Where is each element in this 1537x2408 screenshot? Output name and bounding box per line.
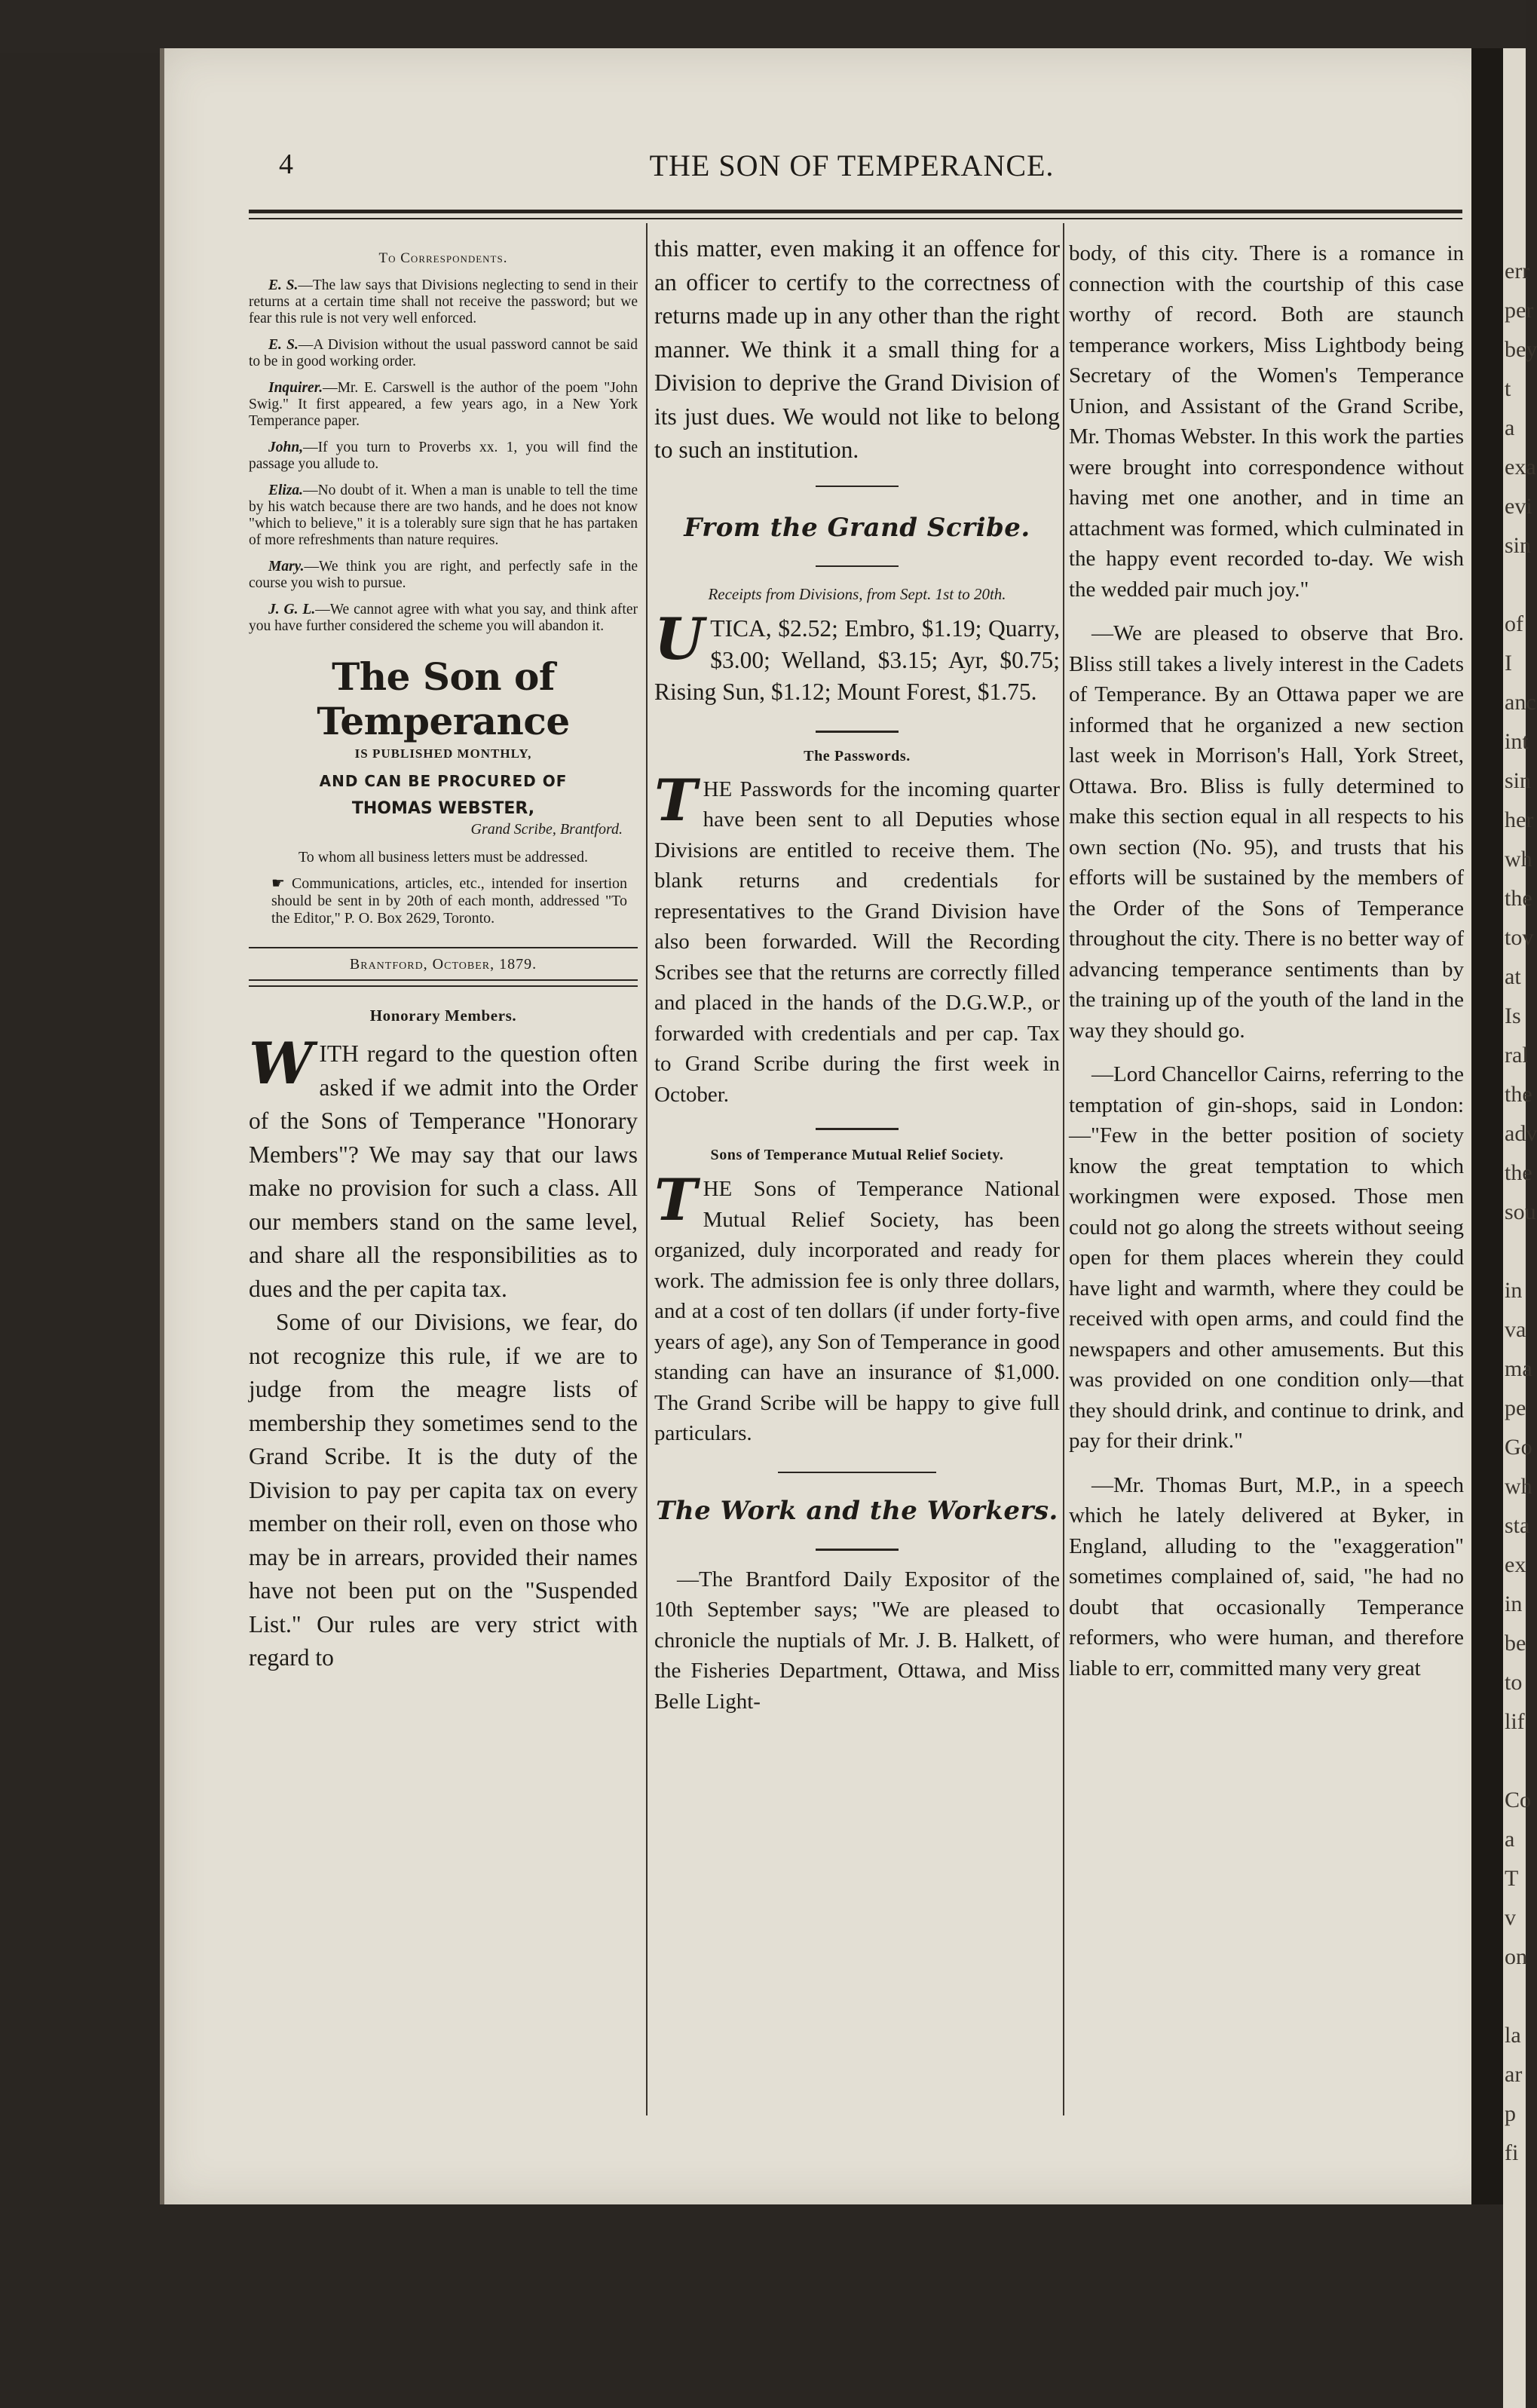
scan-background bbox=[0, 0, 1526, 53]
separator bbox=[249, 985, 638, 987]
column-divider bbox=[646, 223, 648, 2115]
fragment-line: adv bbox=[1505, 1121, 1537, 1146]
fragment-line: Is bbox=[1505, 1003, 1521, 1028]
fragment-line: of I bbox=[1505, 611, 1523, 676]
page-number: 4 bbox=[279, 149, 293, 180]
fragment-line: the bbox=[1505, 1082, 1532, 1107]
fragment-line: the bbox=[1505, 886, 1532, 911]
fragment-line: sou bbox=[1505, 1199, 1536, 1224]
fragment-line: a bbox=[1505, 1827, 1515, 1852]
fragment-line bbox=[1503, 1977, 1526, 2016]
published-monthly: IS PUBLISHED MONTHLY, bbox=[354, 746, 532, 761]
note: Eliza.—No doubt of it. When a man is unable to tell the time by his watch because there are two hands, and he does not know "which to believe," it is a tolerably sure sign that he has partaken of more refreshments than nature requires. bbox=[249, 483, 638, 548]
book-spine bbox=[1471, 48, 1503, 2204]
honorary-heading: Honorary Members. bbox=[369, 1006, 517, 1025]
fragment-line: Go bbox=[1505, 1435, 1532, 1460]
header-rule-thick bbox=[249, 210, 1462, 213]
fragment-line: sin bbox=[1505, 533, 1532, 558]
honorary-article: WITH regard to the question often asked if we admit into the Order of the Sons of Temperance "Honorary Members"? We may say that our laws make no provision for such a class. All our members stand on the same level, and share all the responsibilities as to dues and the per capita tax. Some of our Divisions, we fear, do not recognize this rule, if we are to judge from the meagre lists of membership they sometimes send to the Grand Scribe. It is the duty of the Division to pay per capita tax on every member on their roll, even on those who may be in arrears, provided their names have not been put on the "Suspended List." Our rules are very strict with regard to bbox=[249, 1030, 638, 1671]
header-rule-thin bbox=[249, 218, 1462, 219]
fragment-line: va bbox=[1505, 1317, 1526, 1342]
fragment-line: her bbox=[1505, 807, 1534, 832]
fragment-line: err bbox=[1505, 259, 1530, 283]
fragment-line: wh bbox=[1505, 847, 1532, 872]
drop-cap: T bbox=[654, 1166, 697, 1233]
masthead-title: The Son of Temperance bbox=[317, 654, 570, 743]
drop-cap: U bbox=[654, 605, 705, 672]
fragment-line: at bbox=[1505, 964, 1521, 989]
separator bbox=[816, 1549, 899, 1551]
page-edge bbox=[160, 48, 164, 2204]
dateline: Brantford, October, 1879. bbox=[349, 956, 537, 973]
fragment-line bbox=[1503, 1232, 1526, 1271]
fragment-line: ral bbox=[1505, 1043, 1529, 1068]
receipts-list: UTICA, $2.52; Embro, $1.19; Quarry, $3.00; Welland, $3.15; Ayr, $0.75; Rising Sun, $1.12; Mount Forest, $1.75. bbox=[654, 605, 1060, 705]
fragment-line: p bbox=[1505, 2101, 1516, 2126]
note: E. S.—The law says that Divisions neglecting to send in their returns at a certain time shall not receive the password; but we fear this rule is not very well enforced. bbox=[249, 277, 638, 326]
note: Inquirer.—Mr. E. Carswell is the author of the poem "John Swig." It first appeared, a few years ago, in a New York Temperance paper. bbox=[249, 380, 638, 429]
mutual-relief-article: THE Sons of Temperance National Mutual Relief Society, has been organized, duly incorporated and ready for work. The admission fee is only three dollars, and at a cost of ten dollars (if under forty-five years of age), any Son of Temperance in good standing can have an insurance of $1,000. The Grand Scribe will be happy to give full particulars. bbox=[654, 1166, 1060, 1445]
column-2 bbox=[654, 223, 1060, 1717]
fragment-line: in bbox=[1505, 1278, 1523, 1303]
note: John,—If you turn to Proverbs xx. 1, you will find the passage you allude to. bbox=[249, 440, 638, 472]
passwords-article: THE Passwords for the incoming quarter have been sent to all Deputies whose Divisions are entitled to receive them. The blank returns and credentials for representatives to the Grand Division have also been forwarded. Will the Recording Scribes see that the returns are correctly filled and placed in the hands of the D.G.W.P., or forwarded with credentials and per cap. Tax to Grand Scribe during the first week in October. bbox=[654, 766, 1060, 1107]
column-3 bbox=[1069, 223, 1464, 1683]
fragment-line: v bbox=[1505, 1905, 1516, 1930]
correspondents-notes bbox=[249, 277, 638, 635]
drop-cap: W bbox=[249, 1030, 314, 1097]
column-1 bbox=[249, 223, 638, 1675]
separator bbox=[816, 486, 899, 487]
note: Mary.—We think you are right, and perfectly safe in the course you wish to pursue. bbox=[249, 559, 638, 591]
correspondents-heading: To Correspondents. bbox=[378, 250, 508, 266]
drop-cap: T bbox=[654, 766, 697, 834]
fragment-line: sin bbox=[1505, 768, 1532, 793]
fragment-line: per bbox=[1505, 298, 1534, 323]
running-title: THE SON OF TEMPERANCE. bbox=[649, 149, 1055, 182]
fragment-line: int bbox=[1505, 729, 1529, 754]
fragment-line: exa bbox=[1505, 455, 1536, 479]
separator bbox=[816, 565, 899, 567]
publisher-name: THOMAS WEBSTER, bbox=[351, 799, 535, 818]
fragment-line: wh bbox=[1505, 1474, 1532, 1499]
mutual-relief-heading: Sons of Temperance Mutual Relief Society. bbox=[710, 1147, 1004, 1163]
fragment-line bbox=[1503, 565, 1526, 605]
fragment-line bbox=[1503, 1742, 1526, 1781]
separator bbox=[249, 979, 638, 981]
fragment-line: evi bbox=[1505, 494, 1532, 519]
receipts-subheading: Receipts from Divisions, from Sept. 1st to 20th. bbox=[708, 584, 1006, 603]
fragment-line: t a bbox=[1505, 376, 1515, 440]
fragment-line: lif bbox=[1505, 1709, 1525, 1734]
fragment-line: pe bbox=[1505, 1395, 1526, 1420]
fragment-line: fi bbox=[1505, 2140, 1519, 2165]
fragment-line: la bbox=[1505, 2023, 1521, 2048]
fragment-line: ar bbox=[1505, 2062, 1523, 2087]
fragment-line: ma bbox=[1505, 1356, 1532, 1381]
work-workers-heading: The Work and the Workers. bbox=[656, 1495, 1058, 1526]
fragment-line: on bbox=[1505, 1944, 1527, 1969]
column-divider bbox=[1063, 223, 1064, 2115]
grand-scribe-heading: From the Grand Scribe. bbox=[684, 512, 1030, 543]
page-header bbox=[241, 148, 1462, 193]
adjacent-page-fragment bbox=[1503, 48, 1537, 2408]
note: J. G. L.—We cannot agree with what you say, and think after you have further considered the scheme you will abandon it. bbox=[249, 602, 638, 634]
business-letters-note: To whom all business letters must be addressed. bbox=[298, 849, 589, 865]
separator bbox=[778, 1472, 936, 1473]
separator bbox=[816, 731, 899, 733]
procured-of: AND CAN BE PROCURED OF bbox=[319, 772, 568, 790]
separator bbox=[249, 947, 638, 948]
work-workers-continued: body, of this city. There is a romance in connection with the courtship of this case worthy of record. Both are staunch temperance workers, Miss Lightbody being Secretary of the Women's Temperance Union, and Assistant of the Grand Scribe, Mr. Thomas Webster. In this work the parties were brought into correspondence without having met one another, and in time an attachment was formed, which culminated in the happy event recorded to-day. We wish the wedded pair much joy." —We are pleased to observe that Bro. Bliss still takes a lively interest in the Cadets of Temperance. By an Ottawa paper we are informed that he organized a new section last week in Morrison's Hall, York Street, Ottawa. Bro. Bliss is fully determined to make this section equal in all respects to his own section (No. 95), and trusts that his efforts will be sustained by the members of the Order of the Sons of Temperance throughout the city. There is no better way of advancing temperance sentiments than by the training up of the youth of the land in the way they should go. —Lord Chancellor Cairns, referring to the temptation of gin-shops, said in London:—"Few in the better position of society know the great temptation to which workingmen were exposed. Those men could not go along the streets without seeing open for them places wherein they could have light and warmth, where they could be received with open arms, and could find the newspapers and other amusements. But this was provided on one condition only—that they should drink, and continue to drink, and pay for their drink." —Mr. Thomas Burt, M.P., in a speech which he lately delivered at Byker, in England, alluding to the "exaggeration" sometimes complained of, said, "he had no doubt that occasionally Temperance reformers, who were human, and therefore liable to err, committed many very great bbox=[1069, 241, 1464, 1680]
fragment-line: ex bbox=[1505, 1552, 1526, 1577]
passwords-heading: The Passwords. bbox=[804, 747, 911, 764]
fragment-line: T bbox=[1505, 1866, 1519, 1891]
communications-note: ☛ Communications, articles, etc., intended for insertion should be sent in by 20th of each month, addressed "To the Editor," P. O. Box 2629, Toronto. bbox=[271, 875, 627, 927]
fragment-line: anc bbox=[1505, 690, 1536, 715]
fragment-line: sta bbox=[1505, 1513, 1530, 1538]
fragment-line: in bbox=[1505, 1592, 1523, 1616]
fragment-line: be bbox=[1505, 1631, 1526, 1656]
continued-text: this matter, even making it an offence for an officer to certify to the correctness of returns made up in any other than the right manner. We think it a small thing for a Division to deprive the Grand Division of its just dues. We would not like to belong to such an institution. bbox=[654, 235, 1060, 463]
fragment-line: the bbox=[1505, 1160, 1532, 1185]
note: E. S.—A Division without the usual password cannot be said to be in good working order. bbox=[249, 337, 638, 369]
fragment-line: to bbox=[1505, 1670, 1523, 1695]
separator bbox=[816, 1128, 899, 1130]
fragment-line: Co bbox=[1505, 1788, 1532, 1812]
publisher-role: Grand Scribe, Brantford. bbox=[470, 821, 623, 838]
fragment-line: tov bbox=[1505, 925, 1534, 950]
fragment-line: bey bbox=[1505, 337, 1537, 362]
work-workers-article: —The Brantford Daily Expositor of the 10th September says; "We are pleased to chronicle the nuptials of Mr. J. B. Halkett, of the Fisheries Department, Ottawa, and Miss Belle Light- bbox=[654, 1567, 1060, 1714]
